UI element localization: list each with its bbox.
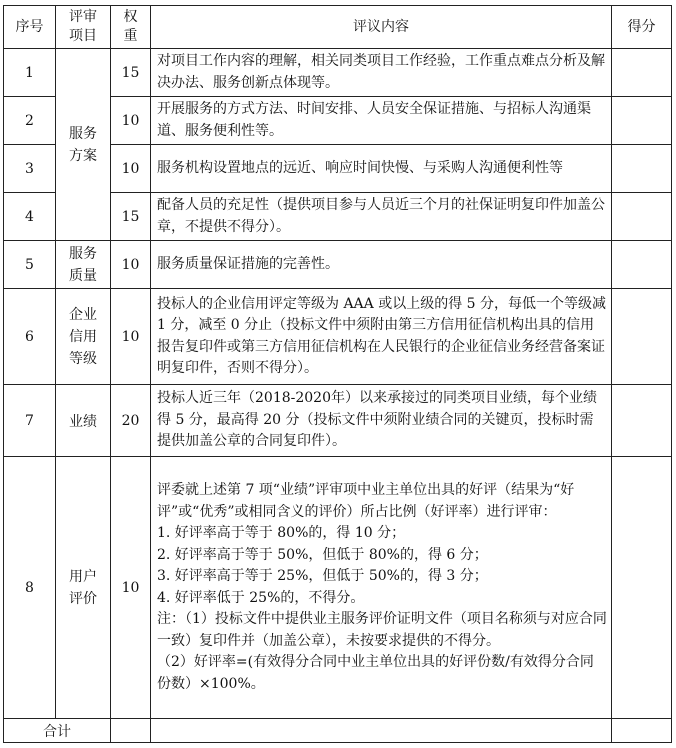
row-content: 服务质量保证措施的完善性。 xyxy=(151,241,612,289)
eval-note: 注：（1）投标文件中提供业主服务评价证明文件（项目名称须与对应合同一致）复印件并（加盖公章），未按要求提供的不得分。 xyxy=(157,611,607,649)
row-score xyxy=(612,289,672,385)
row-weight: 10 xyxy=(111,241,151,289)
row-content: 配备人员的充足性（提供项目参与人员近三个月的社保证明复印件加盖公章，不提供不得分）。 xyxy=(151,193,612,241)
row-index: 8 xyxy=(4,457,56,719)
total-score xyxy=(612,719,672,743)
group-credit-line2: 信用 xyxy=(69,328,97,345)
eval-rule: 3. 好评率高于等于 25%，但低于 50%的，得 3 分； xyxy=(157,568,488,584)
header-weight-line2: 重 xyxy=(123,28,138,44)
row-index: 2 xyxy=(4,97,56,145)
row-content: 开展服务的方式方法、时间安排、人员安全保证措施、与招标人沟通渠道、服务便利性等。 xyxy=(151,97,612,145)
table-row xyxy=(4,241,672,289)
row-index: 6 xyxy=(4,289,56,385)
scoring-table xyxy=(3,5,672,743)
group-user-eval-line1: 用户 xyxy=(69,568,97,585)
header-weight-line1: 权 xyxy=(123,9,138,25)
table-row xyxy=(4,385,672,457)
row-score xyxy=(612,241,672,289)
row-index: 3 xyxy=(4,145,56,193)
total-weight xyxy=(111,719,151,743)
row-content: 投标人的企业信用评定等级为 AAA 或以上级的得 5 分，每低一个等级减 1 分，减至 0 分止（投标文件中须附由第三方信用征信机构出具的信用报告复印件或第三方信用征信机构在人民银行的企业征信业务经营备案证明复印件，否则不得分）。 xyxy=(151,289,612,385)
row-score xyxy=(612,193,672,241)
table-row xyxy=(4,49,672,97)
eval-rule: 2. 好评率高于等于 50%，但低于 80%的，得 6 分； xyxy=(157,546,488,563)
group-credit-line1: 企业 xyxy=(69,306,97,323)
group-service-plan-line2: 方案 xyxy=(69,147,97,164)
row-weight: 15 xyxy=(111,193,151,241)
header-item xyxy=(56,6,111,49)
group-service-quality-line1: 服务 xyxy=(69,245,97,262)
header-score: 得分 xyxy=(612,6,672,49)
row-content: 对项目工作内容的理解，相关同类项目工作经验，工作重点难点分析及解决办法、服务创新点体现等。 xyxy=(151,49,612,97)
group-user-eval xyxy=(56,457,111,719)
total-content xyxy=(151,719,612,743)
total-row xyxy=(4,719,672,743)
row-content: 投标人近三年（2018-2020年）以来承接过的同类项目业绩，每个业绩得 5 分，最高得 20 分（投标文件中须附业绩合同的关键页，投标时需提供加盖公章的合同复印件）。 xyxy=(151,385,612,457)
group-service-plan xyxy=(56,49,111,241)
table-row xyxy=(4,457,672,719)
table-header-row xyxy=(4,6,672,49)
eval-rule: 4. 好评率低于 25%的，不得分。 xyxy=(157,589,365,606)
group-credit-line3: 等级 xyxy=(69,350,97,367)
row-weight: 10 xyxy=(111,457,151,719)
eval-note: （2）好评率=(有效得分合同中业主单位出具的好评份数/有效得分合同份数）×100%。 xyxy=(157,654,594,692)
row-index: 5 xyxy=(4,241,56,289)
table-row xyxy=(4,289,672,385)
row-score xyxy=(612,49,672,97)
group-performance: 业绩 xyxy=(56,385,111,457)
group-service-quality-line2: 质量 xyxy=(69,267,97,284)
row-index: 7 xyxy=(4,385,56,457)
row-index: 1 xyxy=(4,49,56,97)
row-content: 服务机构设置地点的远近、响应时间快慢、与采购人沟通便利性等 xyxy=(151,145,612,193)
group-service-quality xyxy=(56,241,111,289)
row-score xyxy=(612,145,672,193)
row-weight: 20 xyxy=(111,385,151,457)
row-weight: 10 xyxy=(111,145,151,193)
row-score xyxy=(612,385,672,457)
row-score xyxy=(612,97,672,145)
header-content: 评议内容 xyxy=(151,6,612,49)
header-item-line2: 项目 xyxy=(69,28,97,44)
total-label: 合计 xyxy=(4,719,111,743)
header-weight xyxy=(111,6,151,49)
group-credit xyxy=(56,289,111,385)
row-weight: 15 xyxy=(111,49,151,97)
row-index: 4 xyxy=(4,193,56,241)
group-service-plan-line1: 服务 xyxy=(69,125,97,142)
row-content xyxy=(151,457,612,719)
eval-rule: 1. 好评率高于等于 80%的，得 10 分； xyxy=(157,525,406,541)
eval-intro: 评委就上述第 7 项“业绩”评审项中业主单位出具的好评（结果为“好评”或“优秀”或相同含义的评价）所占比例（好评率）进行评审： xyxy=(157,482,575,520)
header-index: 序号 xyxy=(4,6,56,49)
group-user-eval-line2: 评价 xyxy=(69,590,97,607)
header-item-line1: 评审 xyxy=(69,9,97,25)
row-weight: 10 xyxy=(111,97,151,145)
row-score xyxy=(612,457,672,719)
row-weight: 10 xyxy=(111,289,151,385)
